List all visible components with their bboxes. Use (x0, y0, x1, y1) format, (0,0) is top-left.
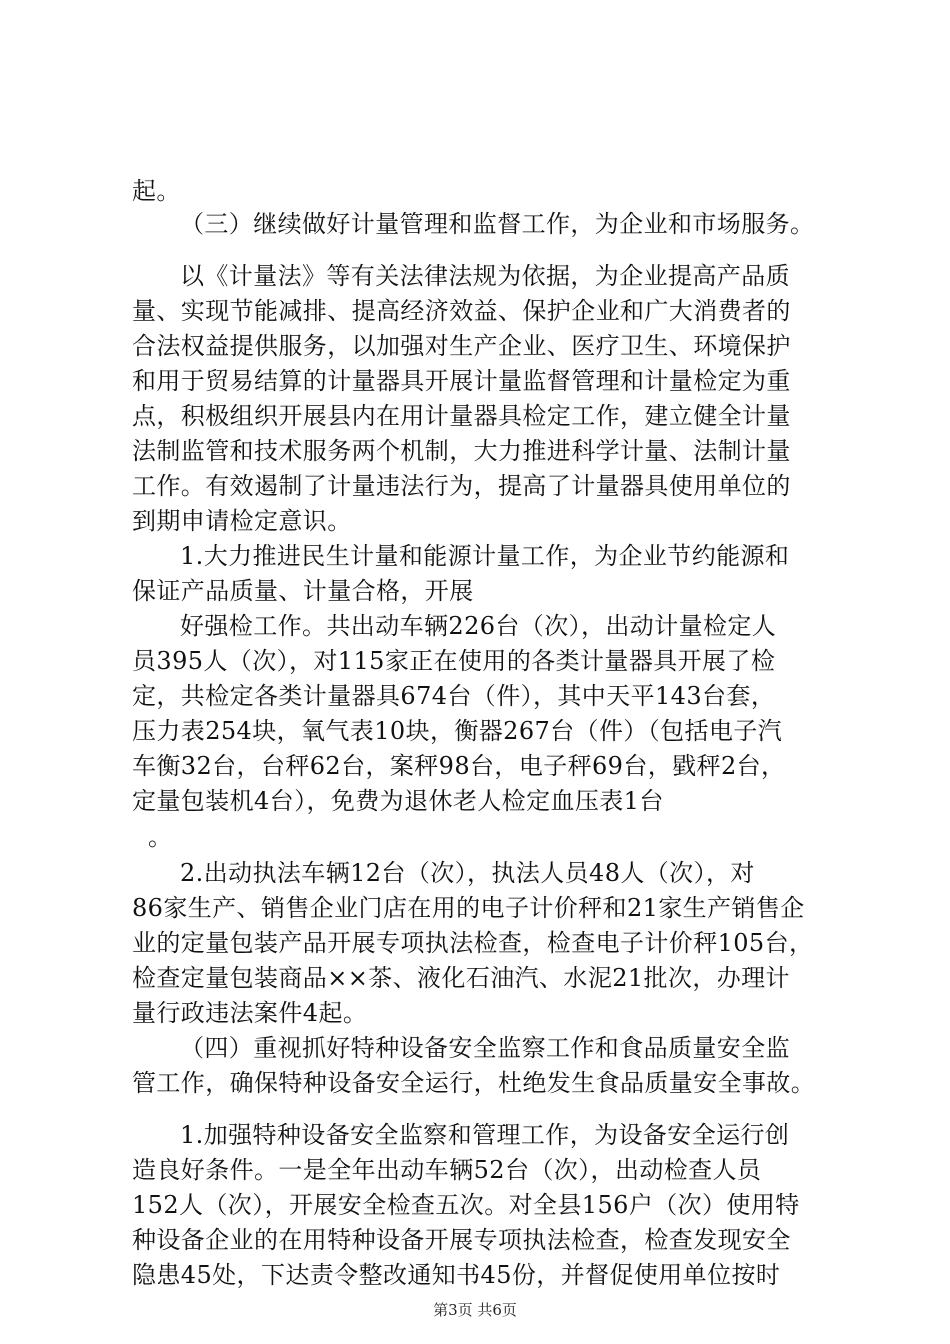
list-item-heading: 2.出动执法车辆12台（次），执法人员48人（次），对 (180, 859, 755, 887)
text-line: 检查定量包装商品××茶、液化石油汽、水泥21批次，办理计 (132, 964, 790, 992)
text-line: 压力表254块，氧气表10块，衡器267台（件）（包括电子汽 (132, 717, 783, 745)
text-line: 好强检工作。共出动车辆226台（次），出动计量检定人 (180, 612, 777, 640)
text-line: 152人（次），开展安全检查五次。对全县156户（次）使用特 (132, 1191, 800, 1219)
text-line: 隐患45处，下达责令整改通知书45份，并督促使用单位按时 (132, 1261, 781, 1289)
text-line: 和用于贸易结算的计量器具开展计量监督管理和计量检定为重 (132, 367, 791, 395)
text-line: 业的定量包装产品开展专项执法检查，检查电子计价秤105台， (132, 929, 814, 957)
text-line: 车衡32台，台秤62台，案秤98台，电子秤69台，戥秤2台， (132, 752, 786, 780)
text-line: 起。 (132, 177, 181, 205)
text-line: 工作。有效遏制了计量违法行为，提高了计量器具使用单位的 (132, 472, 791, 500)
section-heading: （三）继续做好计量管理和监督工作，为企业和市场服务。 (180, 210, 815, 238)
text-line: 点，积极组织开展县内在用计量器具检定工作，建立健全计量 (132, 402, 791, 430)
text-line: 量行政违法案件4起。 (132, 999, 368, 1027)
text-line: 合法权益提供服务，以加强对生产企业、医疗卫生、环境保护 (132, 332, 791, 360)
list-item-heading: 1.大力推进民生计量和能源计量工作，为企业节约能源和 (180, 542, 790, 570)
text-line: 定，共检定各类计量器具674台（件），其中天平143台套， (132, 682, 776, 710)
text-line: 以《计量法》等有关法律法规为依据，为企业提高产品质 (180, 262, 790, 290)
text-line: 定量包装机4台），免费为退休老人检定血压表1台 (132, 787, 664, 815)
section-heading: （四）重视抓好特种设备安全监察工作和食品质量安全监 (180, 1034, 790, 1062)
list-item-heading: 1.加强特种设备安全监察和管理工作，为设备安全运行创 (180, 1121, 790, 1149)
text-line: 管工作，确保特种设备安全运行，杜绝发生食品质量安全事故。 (132, 1069, 816, 1097)
text-line: 法制监管和技术服务两个机制，大力推进科学计量、法制计量 (132, 437, 791, 465)
text-line: 保证产品质量、计量合格，开展 (132, 577, 474, 605)
text-line: 86家生产、销售企业门店在用的电子计价秤和21家生产销售企 (132, 894, 805, 922)
text-line: 量、实现节能减排、提高经济效益、保护企业和广大消费者的 (132, 297, 791, 325)
text-line: 。 (148, 823, 173, 851)
text-line: 员395人（次），对115家正在使用的各类计量器具开展了检 (132, 647, 776, 675)
text-line: 种设备企业的在用特种设备开展专项执法检查，检查发现安全 (132, 1226, 791, 1254)
page-footer: 第3页 共6页 (433, 1301, 517, 1319)
text-line: 造良好条件。一是全年出动车辆52台（次），出动检查人员 (132, 1156, 762, 1184)
text-line: 到期申请检定意识。 (132, 507, 352, 535)
